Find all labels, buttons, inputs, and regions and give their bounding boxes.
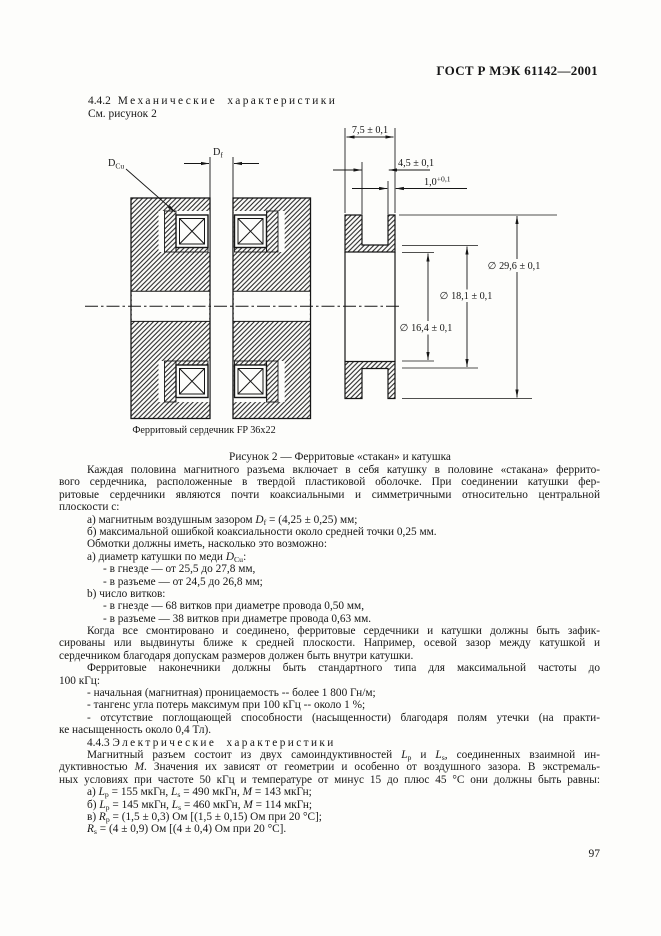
body-line: а) магнитным воздушным зазором Df = (4,25 ± 0,25) мм; (87, 513, 358, 527)
cup-bottom-channel (345, 362, 395, 399)
section-4-4-2-heading (88, 95, 337, 107)
see-figure-note: См. рисунок 2 (88, 108, 157, 120)
body-line: б) максимальной ошибкой коаксиальности около средней точки 0,25 мм. (87, 525, 437, 538)
figure-caption: Рисунок 2 — Ферритовые «стакан» и катушка (229, 451, 451, 463)
figure-2-drawing (82, 118, 560, 448)
dim-dia-164-text: ∅ 16,4 ± 0,1 (399, 323, 453, 334)
body-line: ных условиях при частоте 50 кГц и температуре от минус 15 до плюс 45 °С они должны быть равны: (59, 773, 600, 786)
cup-top-channel (345, 215, 395, 252)
body-line: а) диаметр катушки по меди DCu: (87, 550, 247, 564)
body-line: вого сердечника, расположенные в твердой пластиковой оболочке. При соединении катушки фер- (59, 476, 600, 489)
body-line: Обмотки должны иметь, насколько это возможно: (87, 538, 327, 551)
standard-designation: ГОСТ Р МЭК 61142—2001 (436, 63, 598, 78)
dimension-df (184, 157, 259, 198)
body-line: ритовые сердечники являются почти коаксиальными и симметричными относительно центральной (59, 488, 600, 501)
body-line: плоскости с: (59, 501, 120, 514)
body-line: ке насыщенность около 0,4 Тл). (59, 724, 212, 737)
body-line: - в гнезде — 68 витков при диаметре провода 0,50 мм, (103, 600, 365, 613)
dim-dia-296-text: ∅ 29,6 ± 0,1 (487, 261, 541, 272)
body-line: - тангенс угла потерь максимум при 100 кГц -- около 1 %; (87, 699, 366, 712)
coil-lower-left (159, 361, 210, 402)
section-number: 4.4.2 (88, 95, 111, 107)
body-text (59, 464, 600, 836)
body-line: b) число витков: (87, 587, 166, 600)
section-title: Механические характеристики (117, 95, 338, 107)
body-line: Когда все смонтировано и соединено, ферритовые сердечники и катушки должны быть зафик- (87, 625, 600, 638)
body-line: сердечником благодаря допускам размеров должен быть внутри катушки. (59, 649, 414, 662)
body-line: - в разъеме — от 24,5 до 26,8 мм; (103, 575, 263, 588)
body-line: а) Lp = 155 мкГн, Ls = 490 мкГн, M = 143 мкГн; (87, 786, 312, 800)
body-line: б) Lp = 145 мкГн, Ls = 460 мкГн, M = 114 мкГн; (87, 798, 313, 812)
body-line: сированы или выдвинуты ближе к средней плоскости. Например, осевой зазор между катушкой и (59, 637, 600, 650)
dim-75-text: 7,5 ± 0,1 (351, 125, 389, 136)
core-type-label: Ферритовый сердечник FP 36х22 (132, 425, 276, 436)
body-line: Rs = (4 ± 0,9) Ом [(4 ± 0,4) Ом при 20 °С]. (87, 823, 287, 836)
body-line: - в разъеме — 38 витков при диаметре провода 0,63 мм. (103, 612, 372, 625)
dim-10-text: $1,0^{+0,1}$ (424, 174, 451, 188)
coil-upper-left (159, 211, 210, 252)
body-line: 100 кГц: (59, 674, 100, 687)
body-line: 4.4.3 Электрические характеристики (87, 736, 336, 749)
dim-45-text: 4,5 ± 0,1 (398, 158, 435, 169)
body-line: - отсутствие поглощающей способности (насыщенности) благодаря полям утечки (на практи- (87, 711, 600, 724)
body-line: Магнитный разъем состоит из двух самоиндуктивностей Lp и Ls, соединенных взаимной ин- (87, 748, 600, 762)
body-line: Ферритовые наконечники должны быть стандартного типа для максимальной частоты до (87, 662, 600, 675)
body-line: - начальная (магнитная) проницаемость -- более 1 800 Гн/м; (87, 687, 376, 700)
coil-lower-right (234, 361, 285, 402)
dim-dia-181-text: ∅ 18,1 ± 0,1 (439, 291, 493, 302)
label-dcu: $D_{Cu}$ (108, 158, 125, 171)
body-line: Каждая половина магнитного разъема включает в себя катушку в половине «стакана» феррито- (87, 464, 600, 476)
body-line: в) Rp = (1,5 ± 0,3) Ом [(1,5 ± 0,15) Ом при 20 °С]; (87, 810, 322, 824)
label-df: $D_f$ (213, 147, 223, 160)
core-halves-section-view (126, 157, 311, 419)
page-number: 97 (588, 848, 600, 860)
coil-upper-right (234, 211, 285, 252)
body-line: дуктивностью M. Значения их зависят от геометрии и особенно от воздушного зазора. В экстремаль- (59, 761, 600, 774)
body-line: - в гнезде — от 25,5 до 27,8 мм, (103, 563, 256, 576)
